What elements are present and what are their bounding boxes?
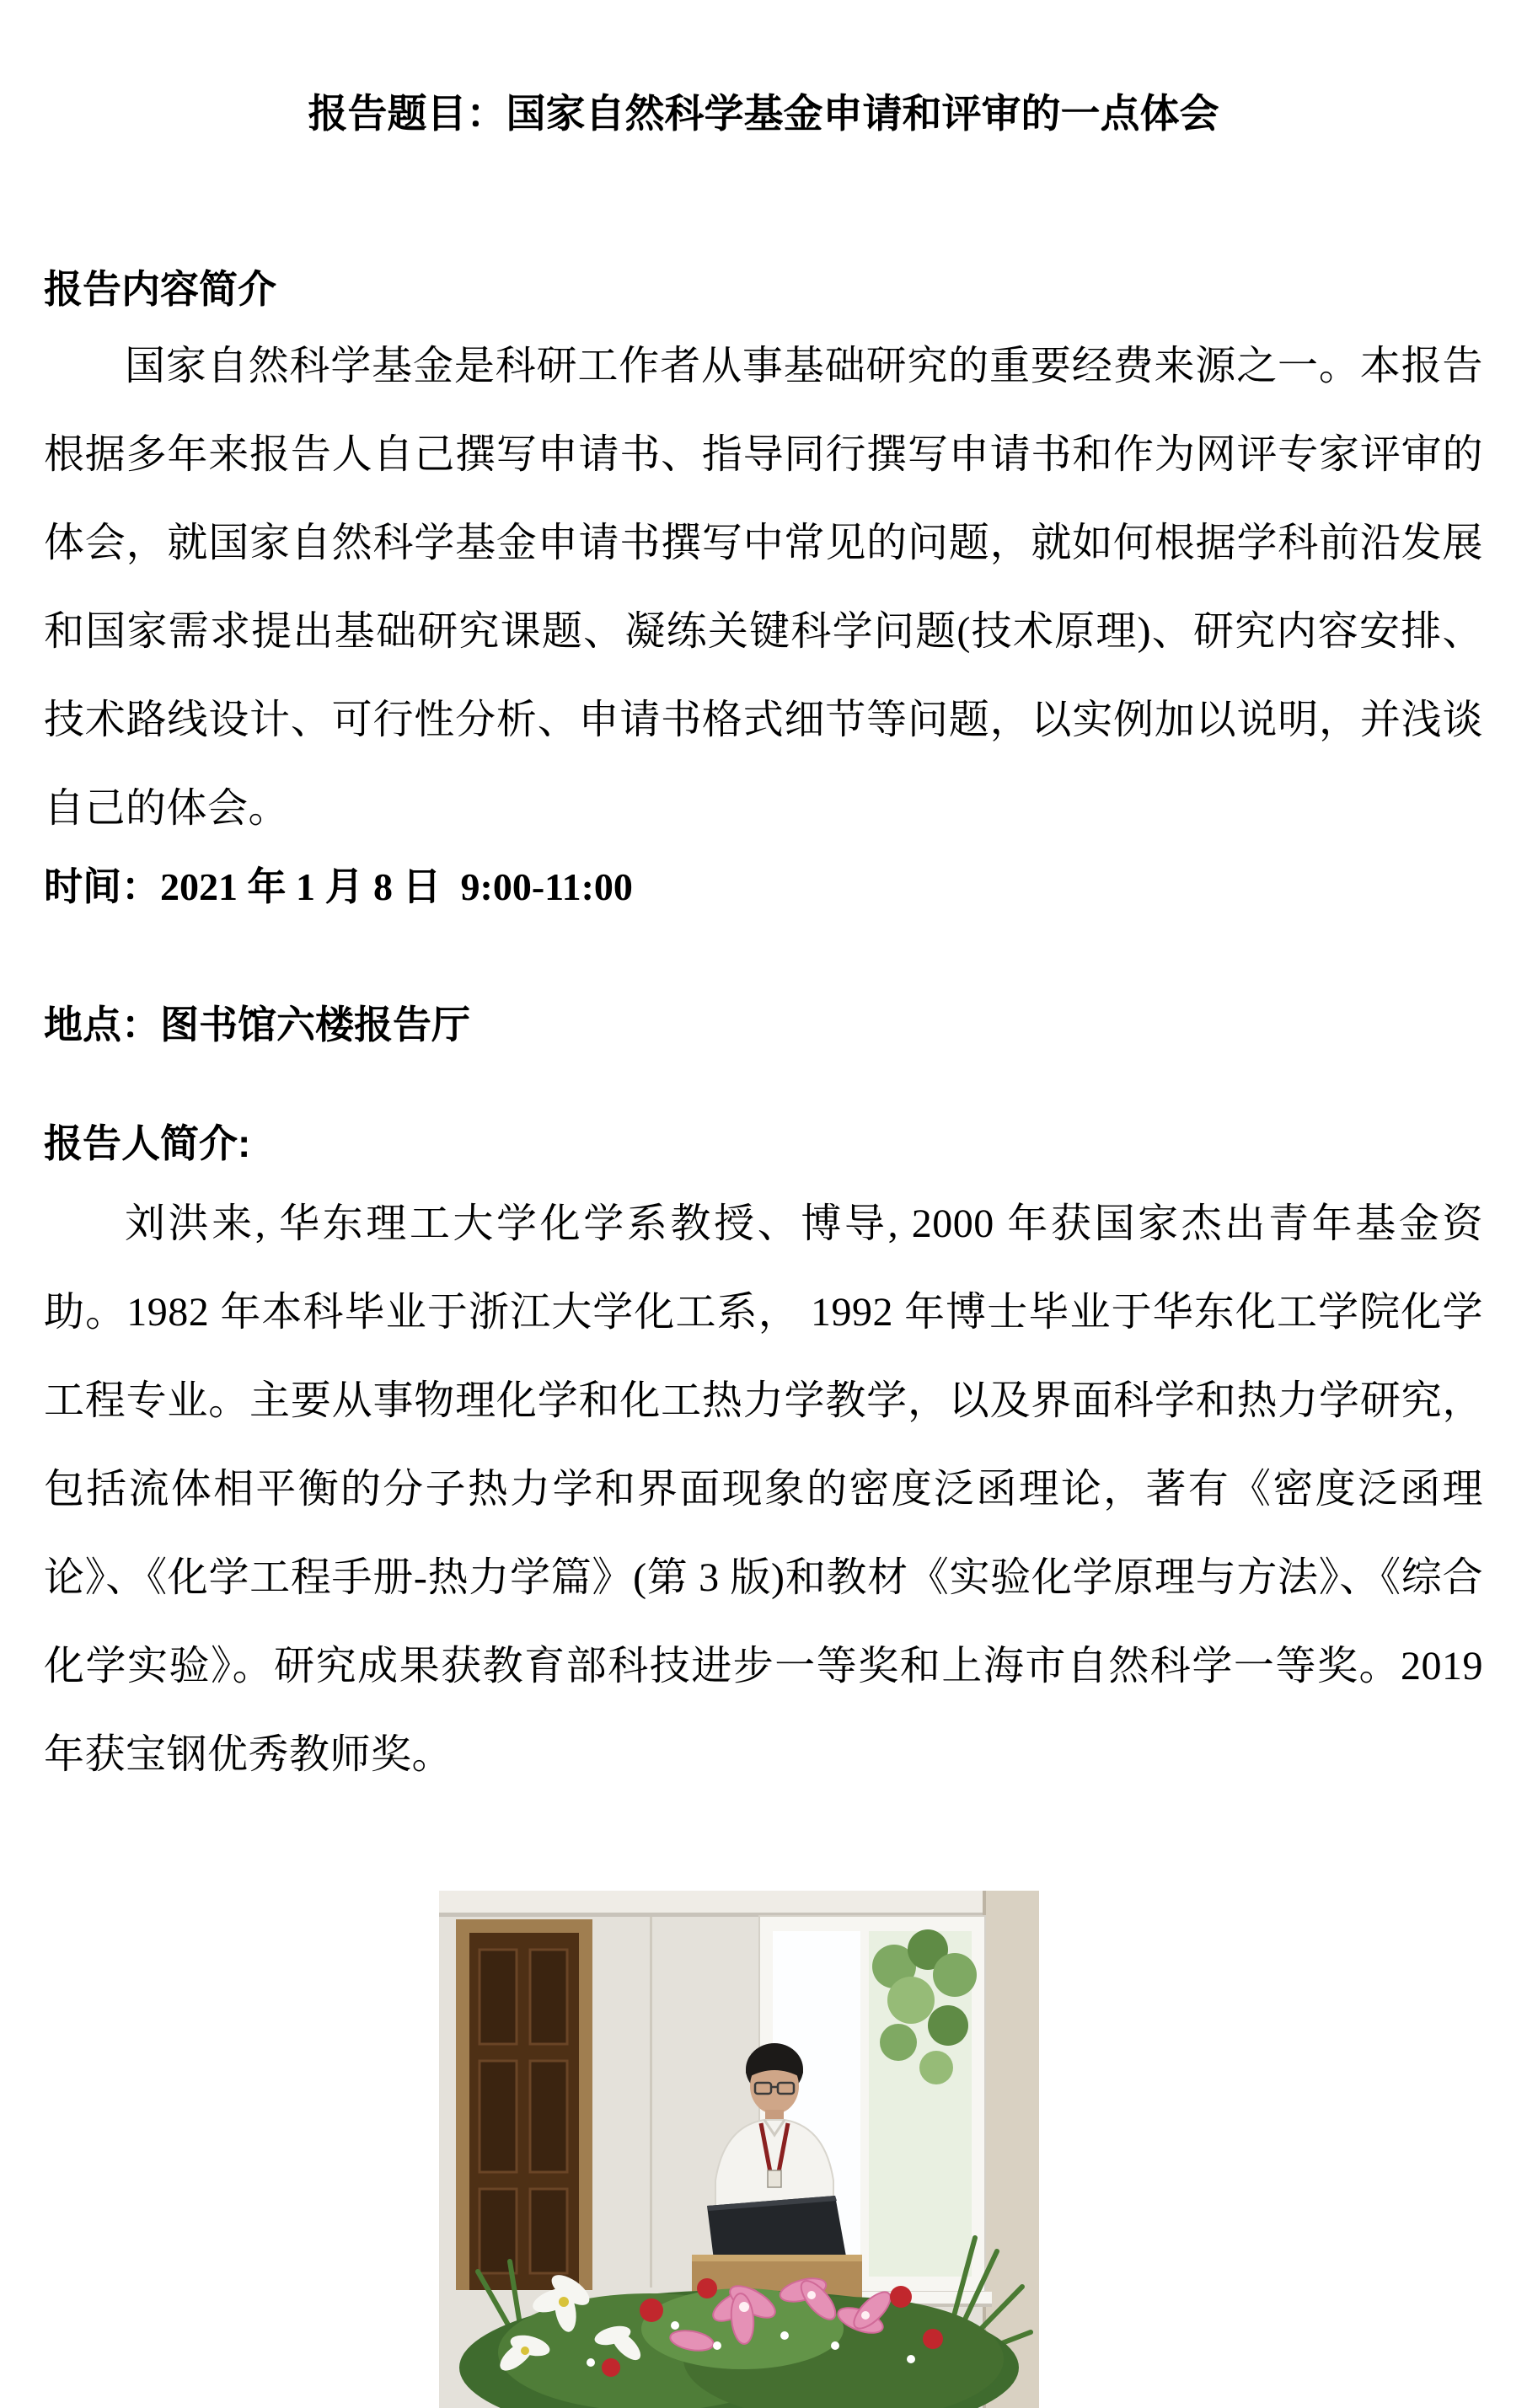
location-value: 图书馆六楼报告厅 <box>160 1003 470 1046</box>
speaker-heading: 报告人简介: <box>44 1121 251 1165</box>
speaker-photo <box>439 1891 1039 2408</box>
time-value: 2021 年 1 月 8 日 9:00-11:00 <box>160 865 633 908</box>
intro-heading: 报告内容简介 <box>44 267 276 311</box>
speaker-bio: 刘洪来, 华东理工大学化学系教授、博导, 2000 年获国家杰出青年基金资助。1982 年本科毕业于浙江大学化工系， 1992 年博士毕业于华东化工学院化学工程专业。主要从事物理化学和化工热力学教学，以及界面科学和热力学研究，包括流体相平衡的分子热力学和界面现象的密度泛函理论，著有《密度泛函理论》、《化学工程手册-热力学篇》(第 3 版)和教材《实验化学原理与方法》、《综合化学实验》。研究成果获教育部科技进步一等奖和上海市自然科学一等奖。2019 年获宝钢优秀教师奖。 <box>44 1201 1483 1777</box>
time-label: 时间： <box>44 864 160 908</box>
location-label: 地点： <box>44 1003 160 1046</box>
time-line <box>44 863 1483 912</box>
page-title: 报告题目：国家自然科学基金申请和评审的一点体会 <box>308 91 1219 136</box>
location-line <box>44 1001 1483 1050</box>
intro-paragraph: 国家自然科学基金是科研工作者从事基础研究的重要经费来源之一。本报告根据多年来报告人自己撰写申请书、指导同行撰写申请书和作为网评专家评审的体会，就国家自然科学基金申请书撰写中常见的问题，就如何根据学科前沿发展和国家需求提出基础研究课题、凝练关键科学问题(技术原理)、研究内容安排、技术路线设计、可行性分析、申请书格式细节等问题，以实例加以说明，并浅谈自己的体会。 <box>44 344 1483 831</box>
door <box>456 1919 592 2290</box>
